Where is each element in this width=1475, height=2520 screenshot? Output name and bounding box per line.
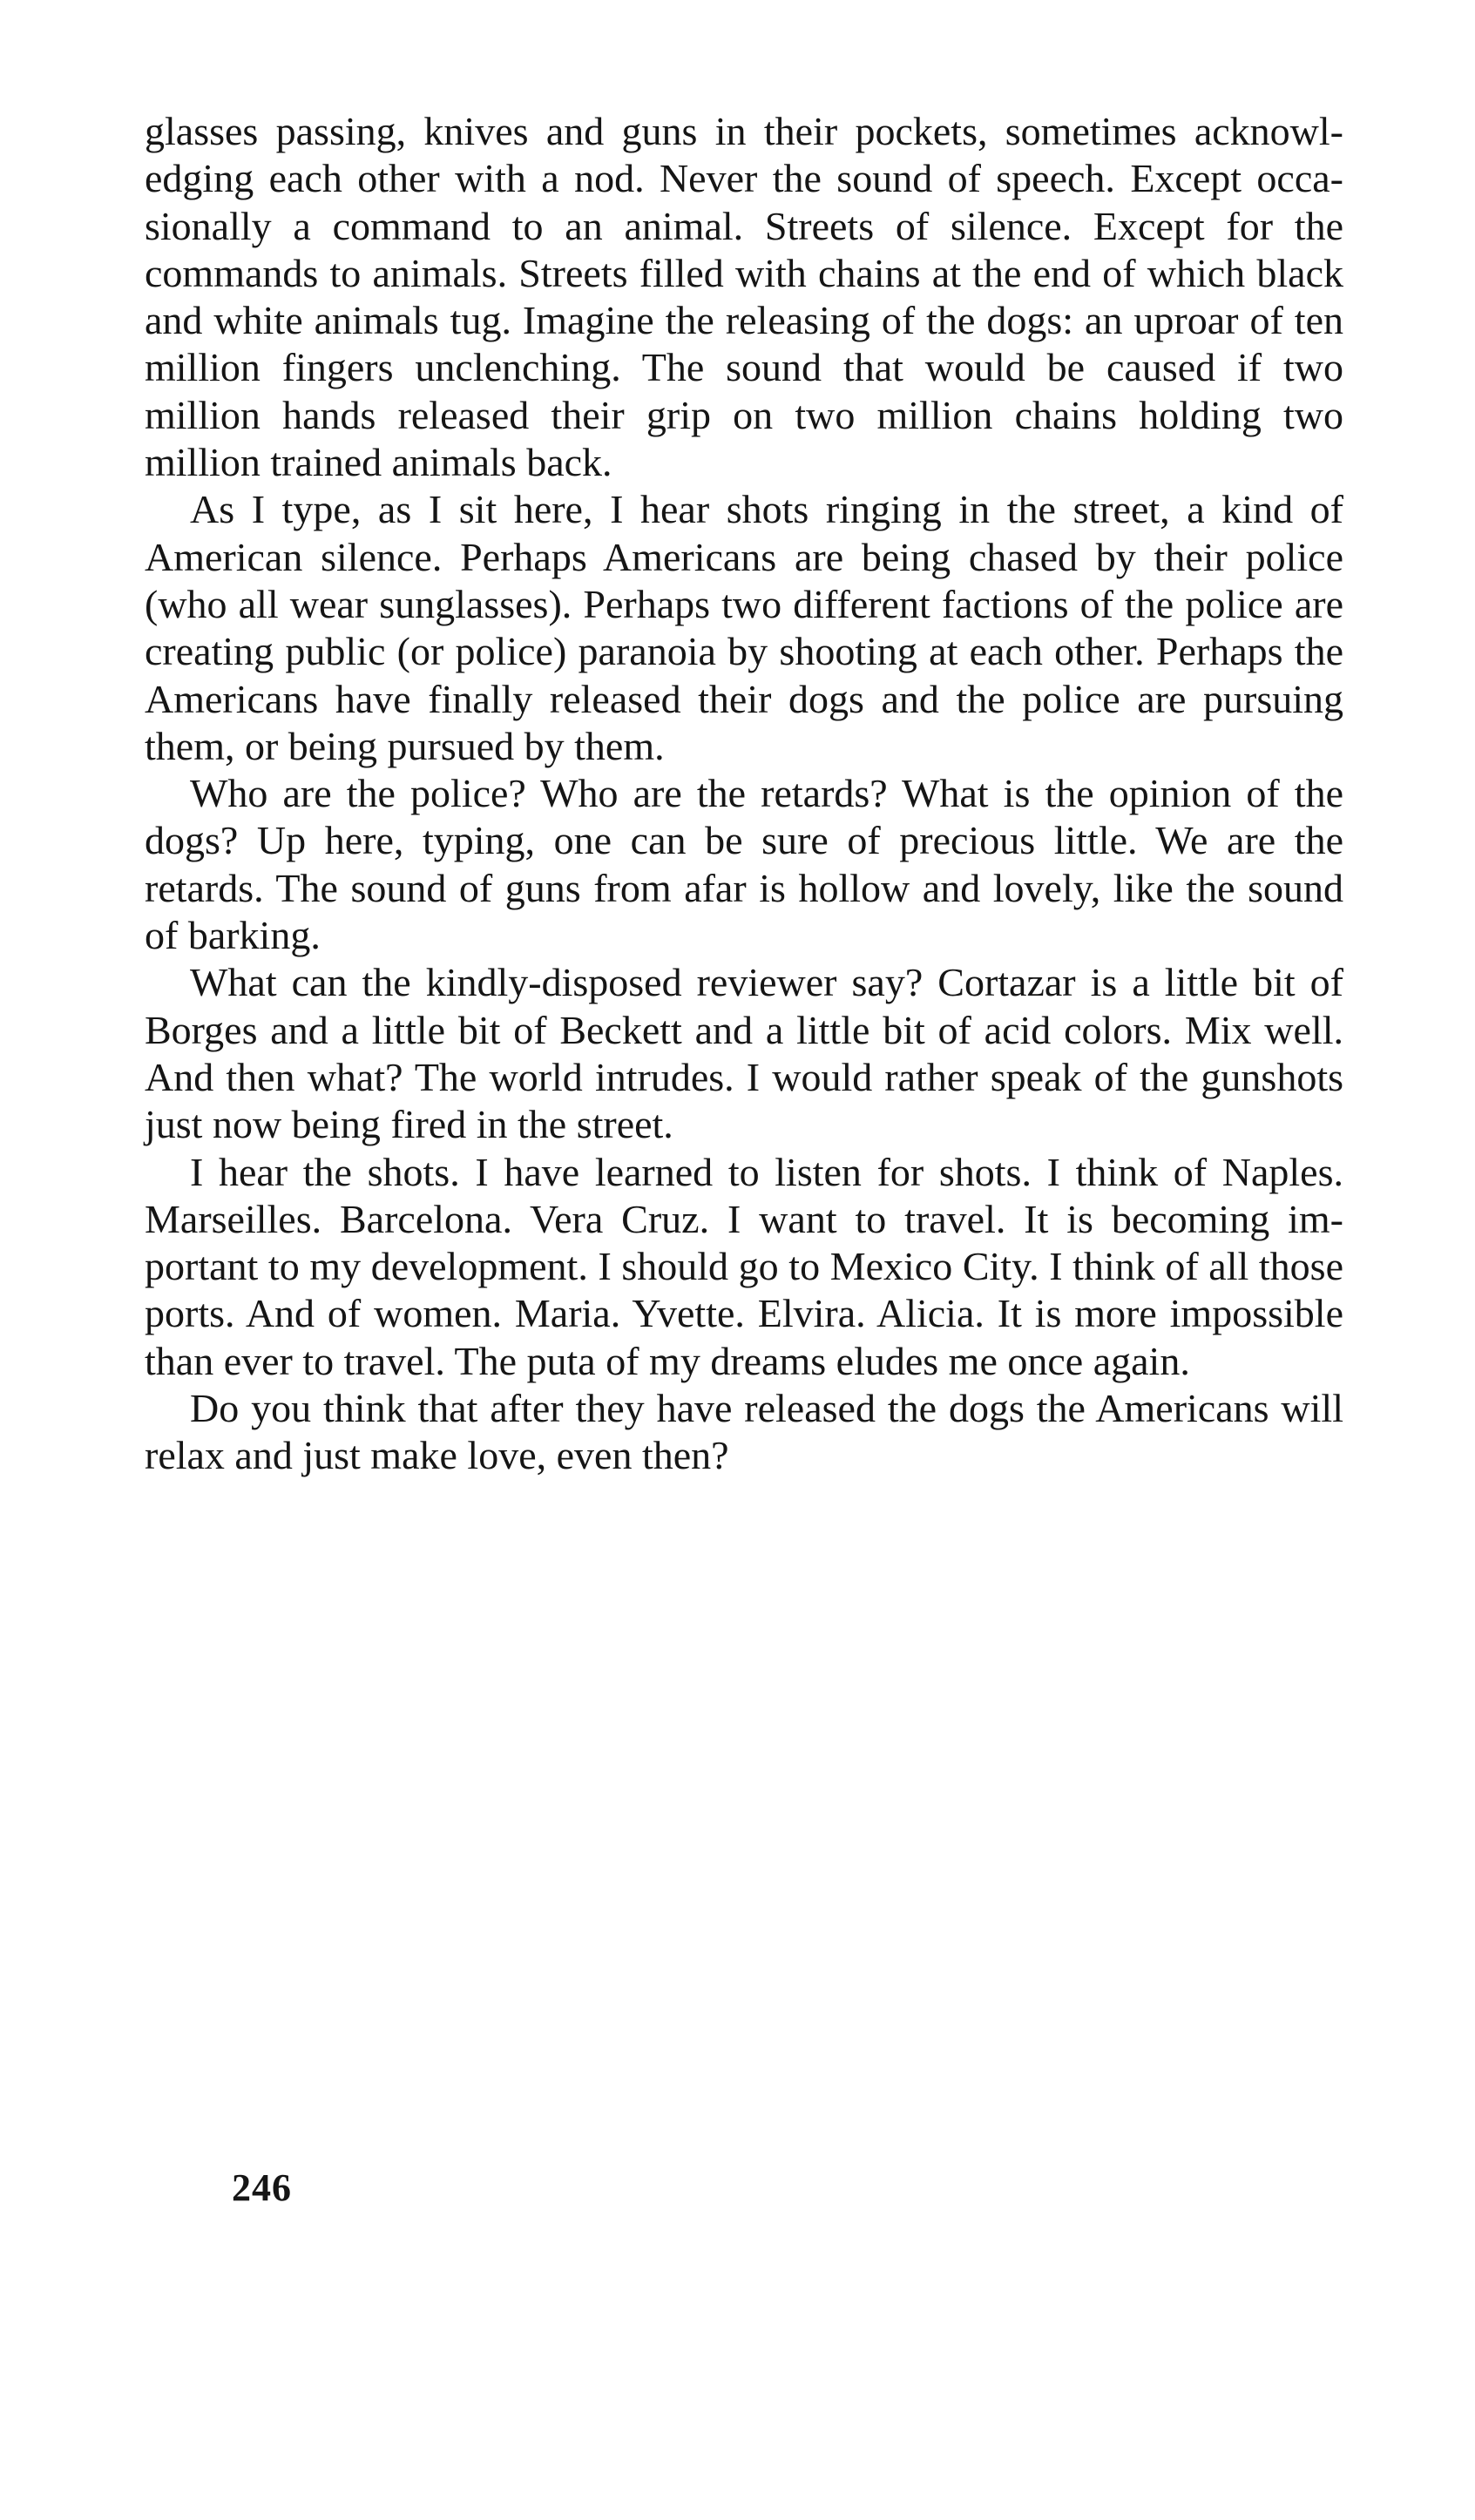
paragraph-6: Do you think that after they have released the dogs the Americans will relax and just make love, even then? (145, 1386, 1343, 1478)
page-number: 246 (232, 2166, 292, 2209)
paragraph-5: I hear the shots. I have learned to listen for shots. I think of Naples. Marseilles. Barcelona. Vera Cruz. I want to travel. It is becoming important to my development. I should go to Mexico City. I think of all those ports. And of women. Maria. Yvette. Elvira. Alicia. It is more impossible than ever to travel. The puta of my dreams eludes me once again. (145, 1149, 1343, 1383)
page-body-text (145, 108, 1343, 1480)
paragraph-2: As I type, as I sit here, I hear shots ringing in the street, a kind of American silence. Perhaps Americans are being chased by their police (who all wear sunglasses). Perhaps two different factions of the police are creating public (or police) paranoia by shooting at each other. Perhaps the Americans have finally released their dogs and the police are pursuing them, or being pursued by them. (145, 487, 1343, 768)
paragraph-3: Who are the police? Who are the retards? What is the opinion of the dogs? Up here, typing, one can be sure of precious little. We are the retards. The sound of guns from afar is hollow and lovely, like the sound of barking. (145, 771, 1343, 958)
paragraph-1: glasses passing, knives and guns in their pockets, sometimes acknowledging each other with a nod. Never the sound of speech. Except occasionally a command to an animal. Streets of silence. Except for the commands to animals. Streets filled with chains at the end of which black and white animals tug. Imagine the releasing of the dogs: an uproar of ten million fingers unclenching. The sound that would be caused if two million hands released their grip on two million chains holding two million trained animals back. (145, 109, 1343, 485)
paragraph-4: What can the kindly-disposed reviewer say? Cortazar is a little bit of Borges and a little bit of Beckett and a little bit of acid colors. Mix well. And then what? The world intrudes. I would rather speak of the gunshots just now being fired in the street. (145, 960, 1343, 1147)
